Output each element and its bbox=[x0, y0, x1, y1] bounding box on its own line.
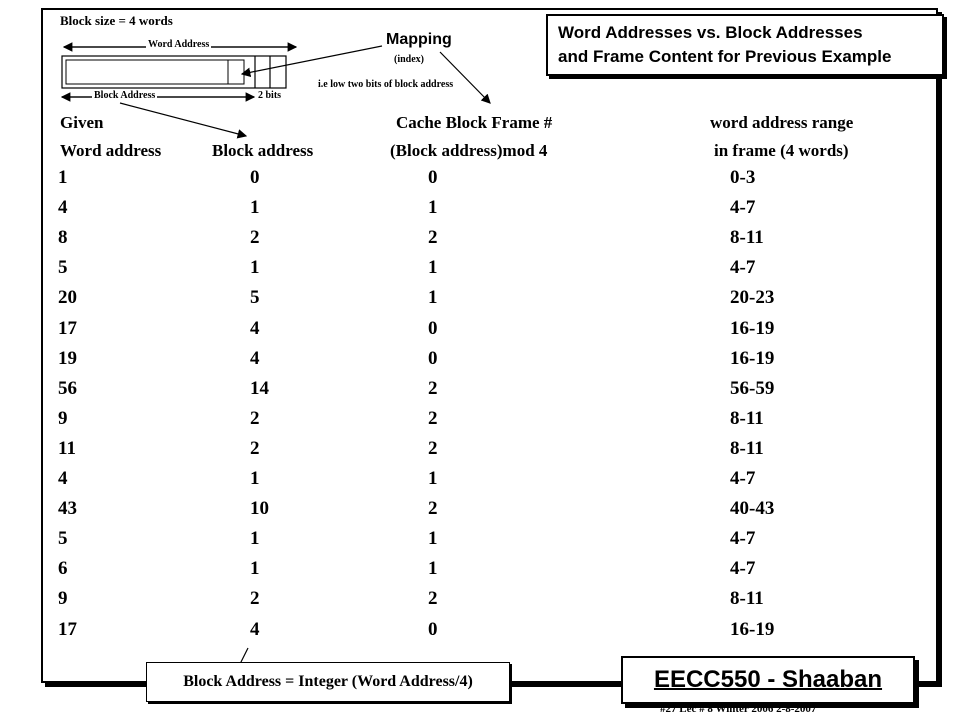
range-cell: 4-7 bbox=[730, 257, 756, 279]
word-address-cell: 5 bbox=[58, 528, 68, 550]
title-line-1: Word Addresses vs. Block Addresses bbox=[558, 23, 863, 42]
index-label: (index) bbox=[394, 54, 424, 65]
range-cell: 40-43 bbox=[730, 498, 775, 520]
frame-cell: 2 bbox=[428, 227, 438, 249]
header-word-address: Word address bbox=[60, 141, 162, 160]
block-address-cell: 4 bbox=[250, 317, 260, 339]
block-address-cell: 2 bbox=[250, 588, 260, 610]
range-cell: 4-7 bbox=[730, 468, 756, 489]
block-size-label: Block size = 4 words bbox=[60, 13, 173, 28]
frame-cell: 1 bbox=[428, 528, 438, 550]
range-cell: 8-11 bbox=[730, 227, 764, 249]
course-brand-text: EECC550 - Shaaban bbox=[653, 666, 883, 693]
block-address-cell: 1 bbox=[250, 558, 260, 580]
word-address-cell: 5 bbox=[58, 257, 68, 279]
course-brand bbox=[621, 656, 915, 704]
frame-cell: 2 bbox=[428, 407, 438, 429]
block-address-field bbox=[66, 60, 244, 84]
range-cell: 8-11 bbox=[730, 437, 764, 459]
word-address-cell: 6 bbox=[58, 558, 68, 580]
range-cell: 20-23 bbox=[730, 287, 775, 309]
frame-cell: 1 bbox=[428, 558, 438, 580]
frame-cell: 0 bbox=[428, 347, 438, 369]
header-block-address: Block address bbox=[212, 141, 314, 160]
frame-cell: 1 bbox=[428, 257, 438, 279]
word-address-label: Word Address bbox=[148, 39, 210, 50]
frame-cell: 1 bbox=[428, 197, 438, 219]
word-address-cell: 20 bbox=[58, 287, 77, 309]
block-address-cell: 2 bbox=[250, 227, 260, 249]
slide-footer: #27 Lec # 8 Winter 2006 2-8-2007 bbox=[660, 703, 817, 715]
frame-cell: 1 bbox=[428, 287, 438, 309]
word-address-cell: 56 bbox=[58, 377, 77, 399]
range-cell: 4-7 bbox=[730, 528, 756, 550]
frame-cell: 2 bbox=[428, 498, 438, 520]
header-word-address-range: word address range bbox=[710, 113, 854, 132]
block-address-label: Block Address bbox=[94, 90, 156, 101]
word-address-cell: 9 bbox=[58, 407, 68, 429]
range-cell: 4-7 bbox=[730, 558, 756, 580]
frame-cell: 1 bbox=[428, 468, 438, 489]
block-address-cell: 2 bbox=[250, 407, 260, 429]
range-cell: 16-19 bbox=[730, 317, 775, 339]
block-address-cell: 2 bbox=[250, 437, 260, 459]
title-line-2: and Frame Content for Previous Example bbox=[558, 47, 892, 66]
word-address-cell: 19 bbox=[58, 347, 77, 369]
word-address-cell: 8 bbox=[58, 227, 68, 249]
word-address-cell: 4 bbox=[58, 197, 68, 219]
frame-cell: 0 bbox=[428, 167, 438, 188]
range-cell: 0-3 bbox=[730, 167, 756, 188]
block-address-cell: 1 bbox=[250, 528, 260, 550]
low-bits-note: i.e low two bits of block address bbox=[318, 79, 454, 90]
block-address-cell: 1 bbox=[250, 197, 260, 219]
word-address-cell: 4 bbox=[58, 468, 68, 489]
block-address-cell: 4 bbox=[250, 347, 260, 369]
header-given: Given bbox=[60, 113, 104, 132]
frame-cell: 0 bbox=[428, 618, 438, 640]
header-cache-block-frame: Cache Block Frame # bbox=[396, 113, 553, 132]
block-address-cell: 10 bbox=[250, 498, 269, 520]
header-mod4: (Block address)mod 4 bbox=[390, 141, 548, 160]
header-frame-range: in frame (4 words) bbox=[714, 141, 849, 160]
title-box bbox=[546, 14, 944, 76]
word-address-cell: 17 bbox=[58, 317, 77, 339]
block-address-cell: 5 bbox=[250, 287, 260, 309]
frame-cell: 2 bbox=[428, 437, 438, 459]
block-address-cell: 1 bbox=[250, 257, 260, 279]
range-cell: 16-19 bbox=[730, 347, 775, 369]
word-address-cell: 11 bbox=[58, 437, 76, 459]
range-cell: 4-7 bbox=[730, 197, 756, 219]
frame-cell: 0 bbox=[428, 317, 438, 339]
range-cell: 56-59 bbox=[730, 377, 775, 399]
word-address-cell: 17 bbox=[58, 618, 77, 640]
block-address-cell: 0 bbox=[250, 167, 260, 188]
block-address-to-column-arrow bbox=[120, 103, 246, 136]
mapping-label: Mapping bbox=[386, 31, 452, 48]
frame-cell: 2 bbox=[428, 588, 438, 610]
range-cell: 8-11 bbox=[730, 588, 764, 610]
block-address-formula-note: Block Address = Integer (Word Address/4) bbox=[146, 662, 510, 702]
word-address-cell: 9 bbox=[58, 588, 68, 610]
block-address-cell: 14 bbox=[250, 377, 269, 399]
block-address-cell: 1 bbox=[250, 468, 260, 489]
two-bits-label: 2 bits bbox=[258, 90, 282, 101]
range-cell: 8-11 bbox=[730, 407, 764, 429]
index-bits-field bbox=[228, 60, 244, 84]
mapping-to-frame-arrow bbox=[440, 52, 490, 103]
frame-cell: 2 bbox=[428, 377, 438, 399]
word-address-cell: 43 bbox=[58, 498, 77, 520]
range-cell: 16-19 bbox=[730, 618, 775, 640]
word-address-cell: 1 bbox=[58, 167, 68, 188]
block-address-cell: 4 bbox=[250, 618, 260, 640]
